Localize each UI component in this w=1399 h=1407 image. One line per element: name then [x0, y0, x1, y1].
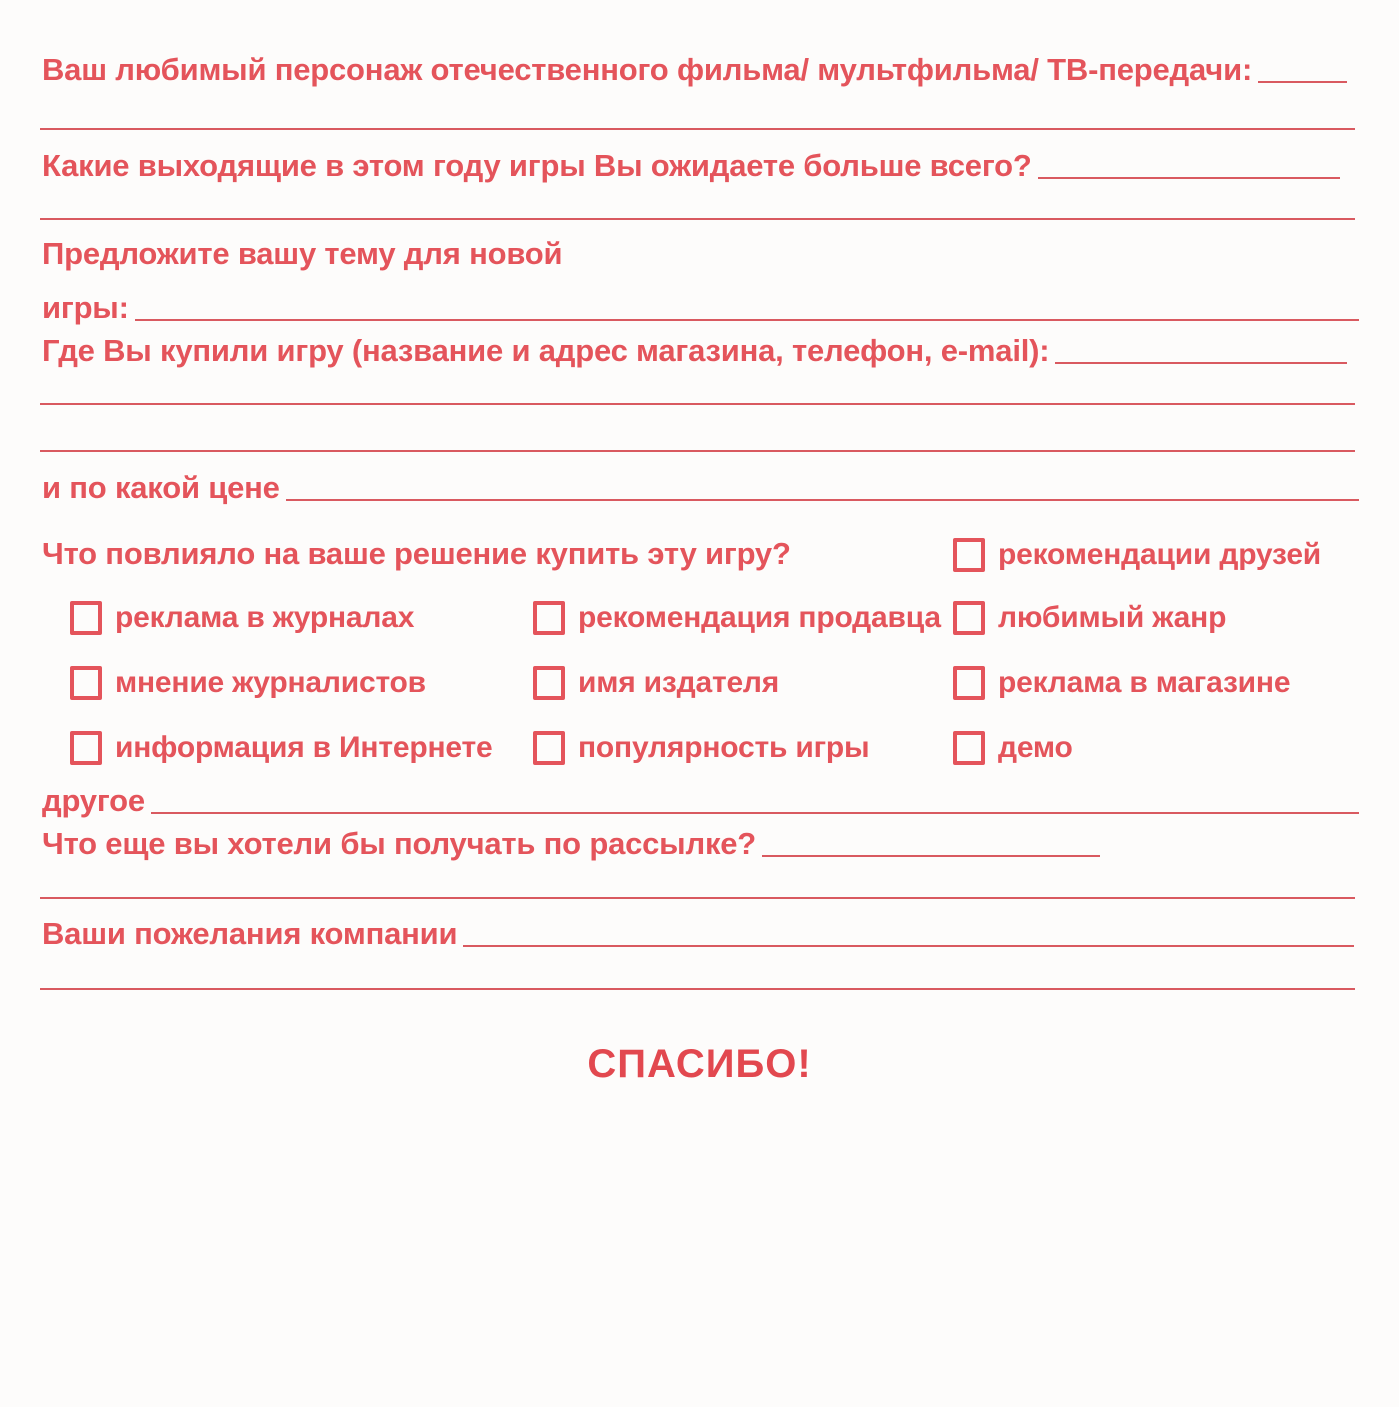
option-publisher-name-label: имя издателя: [578, 666, 780, 699]
checkbox-publisher-name[interactable]: [533, 666, 565, 700]
other-blank-line[interactable]: [151, 812, 1359, 814]
other-option-row: [42, 781, 1359, 821]
checkbox-favorite-genre[interactable]: [953, 601, 985, 635]
question-price-label: и по какой цене: [42, 470, 280, 505]
option-game-popularity: [533, 728, 869, 768]
company-wishes-blank-line[interactable]: [463, 945, 1354, 947]
mailing-blank-line[interactable]: [762, 855, 1100, 857]
mailing-answer-line[interactable]: [40, 897, 1355, 899]
option-seller-recommendation-label: рекомендация продавца: [578, 601, 941, 634]
checkbox-internet-info[interactable]: [70, 731, 102, 765]
company-wishes-answer-line[interactable]: [40, 988, 1355, 990]
checkbox-seller-recommendation[interactable]: [533, 601, 565, 635]
option-store-ads: [953, 663, 1290, 703]
question-where-bought-row: [42, 331, 1347, 371]
option-demo-label: демо: [998, 731, 1073, 764]
anticipated-games-answer-line[interactable]: [40, 218, 1355, 220]
option-favorite-genre: [953, 598, 1226, 638]
influence-options-row-1: [0, 535, 1399, 575]
option-seller-recommendation: [533, 598, 941, 638]
other-option-label: другое: [42, 783, 145, 818]
question-mailing-row: [42, 824, 1100, 864]
option-magazine-ads-label: реклама в журналах: [115, 601, 415, 634]
question-anticipated-games-label: Какие выходящие в этом году игры Вы ожидаете больше всего?: [42, 148, 1032, 183]
question-suggest-theme-row: [42, 288, 1359, 328]
influence-options-row-2: [0, 598, 1399, 638]
favorite-character-answer-line[interactable]: [40, 128, 1355, 130]
option-friends-recommendation-label: рекомендации друзей: [998, 538, 1322, 571]
checkbox-demo[interactable]: [953, 731, 985, 765]
option-magazine-ads: [70, 598, 414, 638]
checkbox-game-popularity[interactable]: [533, 731, 565, 765]
question-where-bought-label: Где Вы купили игру (название и адрес магазина, телефон, e-mail):: [42, 333, 1050, 368]
option-journalists-opinion-label: мнение журналистов: [115, 666, 426, 699]
question-price-row: [42, 468, 1359, 508]
question-company-wishes-row: [42, 914, 1354, 954]
option-journalists-opinion: [70, 663, 426, 703]
anticipated-games-blank-line[interactable]: [1038, 177, 1340, 179]
option-game-popularity-label: популярность игры: [578, 731, 870, 764]
question-suggest-theme-label: Предложите вашу тему для новой: [42, 236, 563, 271]
influence-options-row-3: [0, 663, 1399, 703]
where-bought-blank-line[interactable]: [1055, 362, 1347, 364]
question-suggest-theme-word-games: игры:: [42, 290, 129, 325]
checkbox-magazine-ads[interactable]: [70, 601, 102, 635]
thanks-message: СПАСИБО!: [587, 1042, 812, 1086]
question-mailing-label: Что еще вы хотели бы получать по рассылке?: [42, 826, 757, 861]
question-anticipated-games-row: [42, 146, 1340, 186]
question-purchase-influence-label: Что повлияло на ваше решение купить эту игру?: [42, 536, 791, 571]
where-bought-answer-line-2[interactable]: [40, 450, 1355, 452]
option-favorite-genre-label: любимый жанр: [998, 601, 1227, 634]
price-blank-line[interactable]: [286, 499, 1359, 501]
option-publisher-name: [533, 663, 779, 703]
question-favorite-character-label: Ваш любимый персонаж отечественного фильма/ мультфильма/ ТВ-передачи:: [42, 52, 1253, 87]
option-store-ads-label: реклама в магазине: [998, 666, 1291, 699]
option-internet-info: [70, 728, 492, 768]
option-friends-recommendation: [953, 535, 1321, 575]
option-internet-info-label: информация в Интернете: [115, 731, 493, 764]
option-demo: [953, 728, 1073, 768]
suggest-theme-blank-line[interactable]: [135, 319, 1359, 321]
checkbox-journalists-opinion[interactable]: [70, 666, 102, 700]
checkbox-friends-recommendation[interactable]: [953, 538, 985, 572]
where-bought-answer-line-1[interactable]: [40, 403, 1355, 405]
question-company-wishes-label: Ваши пожелания компании: [42, 916, 458, 951]
checkbox-store-ads[interactable]: [953, 666, 985, 700]
question-favorite-character-row: [42, 50, 1347, 90]
favorite-character-blank-line[interactable]: [1258, 81, 1347, 83]
influence-options-row-4: [0, 728, 1399, 768]
